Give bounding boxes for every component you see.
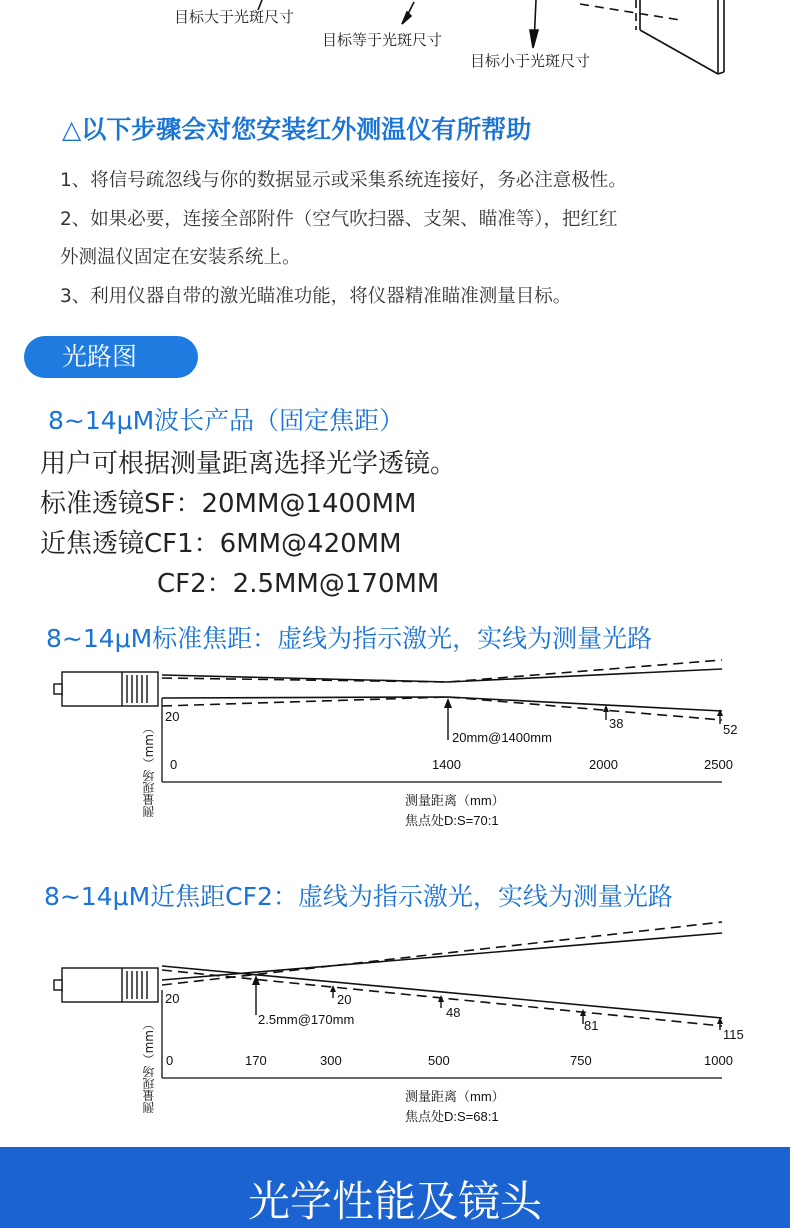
chart2-tick-170: 170 — [245, 1053, 267, 1068]
section-pill-optical-path: 光路图 — [24, 336, 198, 378]
chart2-tick-500: 500 — [428, 1053, 450, 1068]
step-1: 1、将信号疏忽线与你的数据显示或采集系统连接好，务必注意极性。 — [60, 170, 627, 191]
label-target-smaller: 目标小于光斑尺寸 — [470, 52, 591, 70]
chart2-spot-500: 48 — [446, 1005, 461, 1020]
chart2-spot-300: 20 — [337, 992, 352, 1007]
spec-line-1: 用户可根据测量距离选择光学透镜。 — [40, 449, 457, 479]
chart1-tick-2000: 2000 — [589, 757, 618, 772]
chart2-laser-beam-up — [162, 922, 722, 985]
chart2-tick-1000: 1000 — [704, 1053, 733, 1068]
spec-line-2: 标准透镜SF：20MM@1400MM — [40, 489, 417, 519]
spec-line-3: 近焦透镜CF1：6MM@420MM — [40, 529, 402, 559]
chart2-focus-label: 2.5mm@170mm — [258, 1012, 355, 1027]
chart2-tick-0: 0 — [166, 1053, 174, 1068]
chart2-device-icon — [54, 968, 158, 1002]
chart1-note: 焦点处D:S=70:1 — [405, 813, 499, 828]
chart2-spot-750: 81 — [584, 1018, 599, 1033]
chart1-spot-0: 20 — [165, 709, 180, 724]
chart1-ylabel: 测量现场（mm） — [142, 722, 156, 818]
chart2-measure-beam-down — [162, 966, 722, 1018]
label-target-larger: 目标大于光斑尺寸 — [174, 8, 295, 26]
chart1-focus-label: 20mm@1400mm — [452, 730, 552, 745]
step-2-cont: 外测温仪固定在安装系统上。 — [60, 247, 301, 268]
spec-line-4: CF2：2.5MM@170MM — [157, 569, 440, 599]
chart2-spot-0: 20 — [165, 991, 180, 1006]
chart2-ylabel: 测量现场（mm） — [142, 1018, 156, 1114]
chart1-tick-2500: 2500 — [704, 757, 733, 772]
chart2-xlabel: 测量距离（mm） — [405, 1089, 505, 1104]
chart1-xlabel: 测量距离（mm） — [405, 793, 505, 808]
chart1-spot-2000: 38 — [609, 716, 624, 731]
chart2-arrow-500 — [438, 995, 444, 1002]
steps-title: △以下步骤会对您安装红外测温仪有所帮助 — [62, 115, 532, 144]
chart2-spot-1000: 115 — [723, 1027, 744, 1042]
chart2-tick-750: 750 — [570, 1053, 592, 1068]
section-subtitle: 8~14μM波长产品（固定焦距） — [48, 406, 405, 435]
step-2: 2、如果必要，连接全部附件（空气吹扫器、支架、瞄准等），把红红 — [60, 209, 618, 230]
chart1-title: 8~14μM标准焦距：虚线为指示激光，实线为测量光路 — [46, 624, 653, 653]
chart2-tick-300: 300 — [320, 1053, 342, 1068]
chart1-spot-2500: 52 — [723, 722, 738, 737]
chart1-tick-1400: 1400 — [432, 757, 461, 772]
bottom-banner — [0, 1147, 790, 1228]
chart1-tick-0: 0 — [170, 757, 178, 772]
chart2-measure-beam-up — [162, 933, 722, 980]
chart2-note: 焦点处D:S=68:1 — [405, 1109, 499, 1124]
step-3: 3、利用仪器自带的激光瞄准功能，将仪器精准瞄准测量目标。 — [60, 286, 572, 307]
label-target-equal: 目标等于光斑尺寸 — [322, 31, 443, 49]
chart2-title: 8~14μM近焦距CF2：虚线为指示激光，实线为测量光路 — [44, 882, 673, 911]
bottom-banner-text: 光学性能及镜头 — [247, 1177, 542, 1226]
chart2-arrow-300 — [330, 985, 336, 992]
